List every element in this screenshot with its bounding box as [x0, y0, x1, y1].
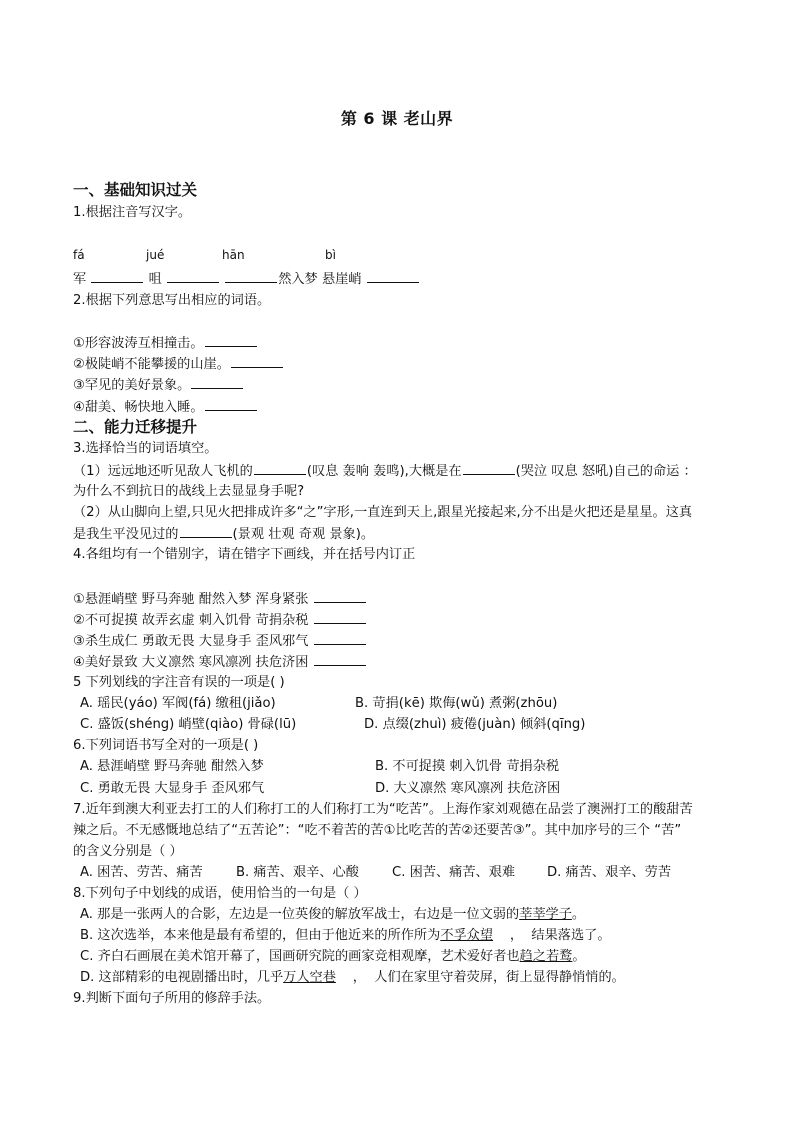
q3-p1b: (叹息 轰响 轰鸣),大概是在: [306, 464, 462, 479]
q4-item-2: [73, 611, 367, 630]
q2-blank-4[interactable]: [205, 398, 257, 411]
q1-pinyin-1: fá: [73, 248, 85, 262]
q4-stem: 4.各组均有一个错别字，请在错字下画线，并在括号内订正: [73, 547, 416, 562]
q3-p2b: 是我生平没见过的: [73, 527, 179, 542]
q8-option-a: [80, 906, 585, 924]
q1-pinyin-3: hān: [222, 248, 245, 262]
q8-d-text: D. 这部精彩的电视剧播出时，几乎: [80, 970, 284, 985]
q8-b-text: B. 这次选举，本来他是最有希望的，但由于他近来的所作所为: [80, 928, 441, 943]
q1-part-3: 然入梦 悬崖峭: [278, 272, 362, 287]
q7-option-a: A. 困苦、劳苦、痛苦: [80, 865, 203, 880]
q2-item-4-text: ④甜美、畅快地入睡。: [73, 400, 204, 415]
q2-item-4: [73, 398, 258, 417]
section-basic-knowledge: 一、基础知识过关: [73, 181, 198, 199]
q5-option-c: C. 盛饭(shéng) 峭壁(qiào) 骨碌(lū): [80, 717, 297, 732]
q8-b-end: ， 结果落选了。: [493, 928, 611, 943]
q1-part-1: 军: [73, 272, 87, 287]
q8-d-underlined: 万人空巷: [283, 970, 336, 985]
q8-c-underlined: 趋之若鹜: [519, 949, 573, 964]
q3-para2-line1: （2）从山脚向上望,只见火把排成许多“之”字形,一直连到天上,跟星光接起来,分不出是火把还是星星。这真: [73, 505, 693, 520]
q4-blank-2[interactable]: [314, 611, 366, 624]
q2-item-3-text: ③罕见的美好景象。: [73, 378, 191, 393]
q4-blank-1[interactable]: [314, 590, 366, 603]
q2-stem: 2.根据下列意思写出相应的词语。: [73, 293, 271, 308]
q2-item-2: [73, 355, 284, 374]
q4-item-1: [73, 590, 367, 609]
q2-item-2-text: ②极陡峭不能攀援的山崖。: [73, 357, 230, 372]
q7-option-b: B. 痛苦、艰辛、心酸: [236, 865, 359, 880]
q2-item-1-text: ①形容波涛互相撞击。: [73, 336, 204, 351]
q5-option-b: B. 苛捐(kē) 欺侮(wǔ) 煮粥(zhōu): [355, 696, 558, 711]
q2-blank-1[interactable]: [205, 334, 257, 347]
q6-option-d: D. 大义凛然 寒风凛冽 扶危济困: [375, 781, 561, 796]
q7-option-c: C. 困苦、痛苦、艰难: [392, 865, 516, 880]
q8-stem: 8.下列句子中划线的成语，使用恰当的一句是（ ）: [73, 886, 367, 901]
q3-para1-line1: [73, 462, 697, 481]
q2-blank-2[interactable]: [231, 355, 283, 368]
q1-stem: 1.根据注音写汉字。: [73, 205, 192, 220]
q3-blank-3[interactable]: [180, 525, 232, 538]
q1-blank-3[interactable]: [225, 270, 277, 283]
q7-line-1: 7.近年到澳大利亚去打工的人们称打工的人们称打工为“吃苦”。上海作家刘观德在品尝了澳洲打工的酸甜苦: [73, 802, 693, 817]
q1-blank-2[interactable]: [167, 270, 219, 283]
q2-item-3: [73, 376, 244, 395]
q8-option-b: [80, 927, 611, 945]
q6-option-b: B. 不可捉摸 刺入饥骨 苛捐杂税: [375, 759, 560, 774]
q3-p2c: (景观 壮观 奇观 景象)。: [232, 527, 375, 542]
q7-option-d: D. 痛苦、艰辛、劳苦: [547, 865, 672, 880]
q1-pinyin-4: bì: [325, 248, 336, 262]
lesson-title: 第 6 课 老山界: [340, 109, 454, 128]
q7-line-3: 的含义分别是（ ）: [73, 844, 183, 859]
q7-line-2: 辣之后。不无感慨地总结了“五苦论”：“吃不着苦的苦①比吃苦的苦②还要苦③”。其中加序号的三个 “苦”: [73, 823, 682, 838]
q9-stem: 9.判断下面句子所用的修辞手法。: [73, 991, 271, 1006]
q1-part-2: 咀: [148, 272, 162, 287]
q8-c-end: 。: [572, 949, 586, 964]
q2-blank-3[interactable]: [191, 376, 243, 389]
q8-a-text: A. 那是一张两人的合影，左边是一位英俊的解放军战士，右边是一位文弱的: [80, 907, 520, 922]
q5-option-d: D. 点缀(zhuì) 疲倦(juàn) 倾斜(qīng): [364, 717, 586, 732]
q4-item-4-text: ④美好景致 大义凛然 寒风凛冽 扶危济困: [73, 655, 309, 670]
q8-option-d: [80, 969, 625, 987]
q4-blank-4[interactable]: [314, 653, 366, 666]
q3-p1c: (哭泣 叹息 怒吼)自己的命运 ：: [515, 464, 697, 479]
q5-stem: 5 下列划线的字注音有误的一项是( ): [73, 675, 285, 690]
q2-item-1: [73, 334, 258, 353]
q3-blank-2[interactable]: [463, 462, 515, 475]
section-ability-improvement: 二、能力迁移提升: [73, 418, 198, 436]
q3-para2-line2: [73, 525, 374, 544]
q3-para1-line2: 为什么不到抗日的战线上去显显身手呢?: [73, 484, 305, 499]
q8-a-end: 。: [571, 907, 586, 922]
q5-option-a: A. 瑶民(yáo) 军阀(fá) 缴租(jiǎo): [80, 696, 276, 711]
q8-b-underlined: 不孚众望: [440, 928, 494, 943]
q4-item-1-text: ①悬涯峭壁 野马奔驰 酣然入梦 浑身紧张: [73, 592, 309, 607]
q6-option-c: C. 勇敢无畏 大显身手 歪风邪气: [80, 781, 265, 796]
q4-item-2-text: ②不可捉摸 故弄玄虚 刺入饥骨 苛捐杂税: [73, 613, 309, 628]
q4-item-3: [73, 632, 367, 651]
q4-item-4: [73, 653, 367, 672]
q6-option-a: A. 悬涯峭壁 野马奔驰 酣然入梦: [80, 759, 264, 774]
q8-c-text: C. 齐白石画展在美术馆开幕了，国画研究院的画家竞相观摩，艺术爱好者也: [80, 949, 520, 964]
q3-blank-1[interactable]: [254, 462, 306, 475]
q1-blank-1[interactable]: [91, 270, 143, 283]
q8-d-end: ， 人们在家里守着荧屏，街上显得静悄悄的。: [335, 970, 625, 985]
q1-blanks-line: [73, 270, 420, 289]
q1-blank-4[interactable]: [367, 270, 419, 283]
q3-p1a: （1）远远地还听见敌人飞机的: [73, 464, 253, 479]
q3-stem: 3.选择恰当的词语填空。: [73, 441, 218, 456]
q4-item-3-text: ③杀生成仁 勇敢无畏 大显身手 歪风邪气: [73, 634, 309, 649]
q4-blank-3[interactable]: [314, 632, 366, 645]
q1-pinyin-2: jué: [146, 248, 165, 262]
q8-a-underlined: 莘莘学子: [519, 907, 572, 922]
q6-stem: 6.下列词语书写全对的一项是( ): [73, 738, 259, 753]
q8-option-c: [80, 948, 586, 966]
